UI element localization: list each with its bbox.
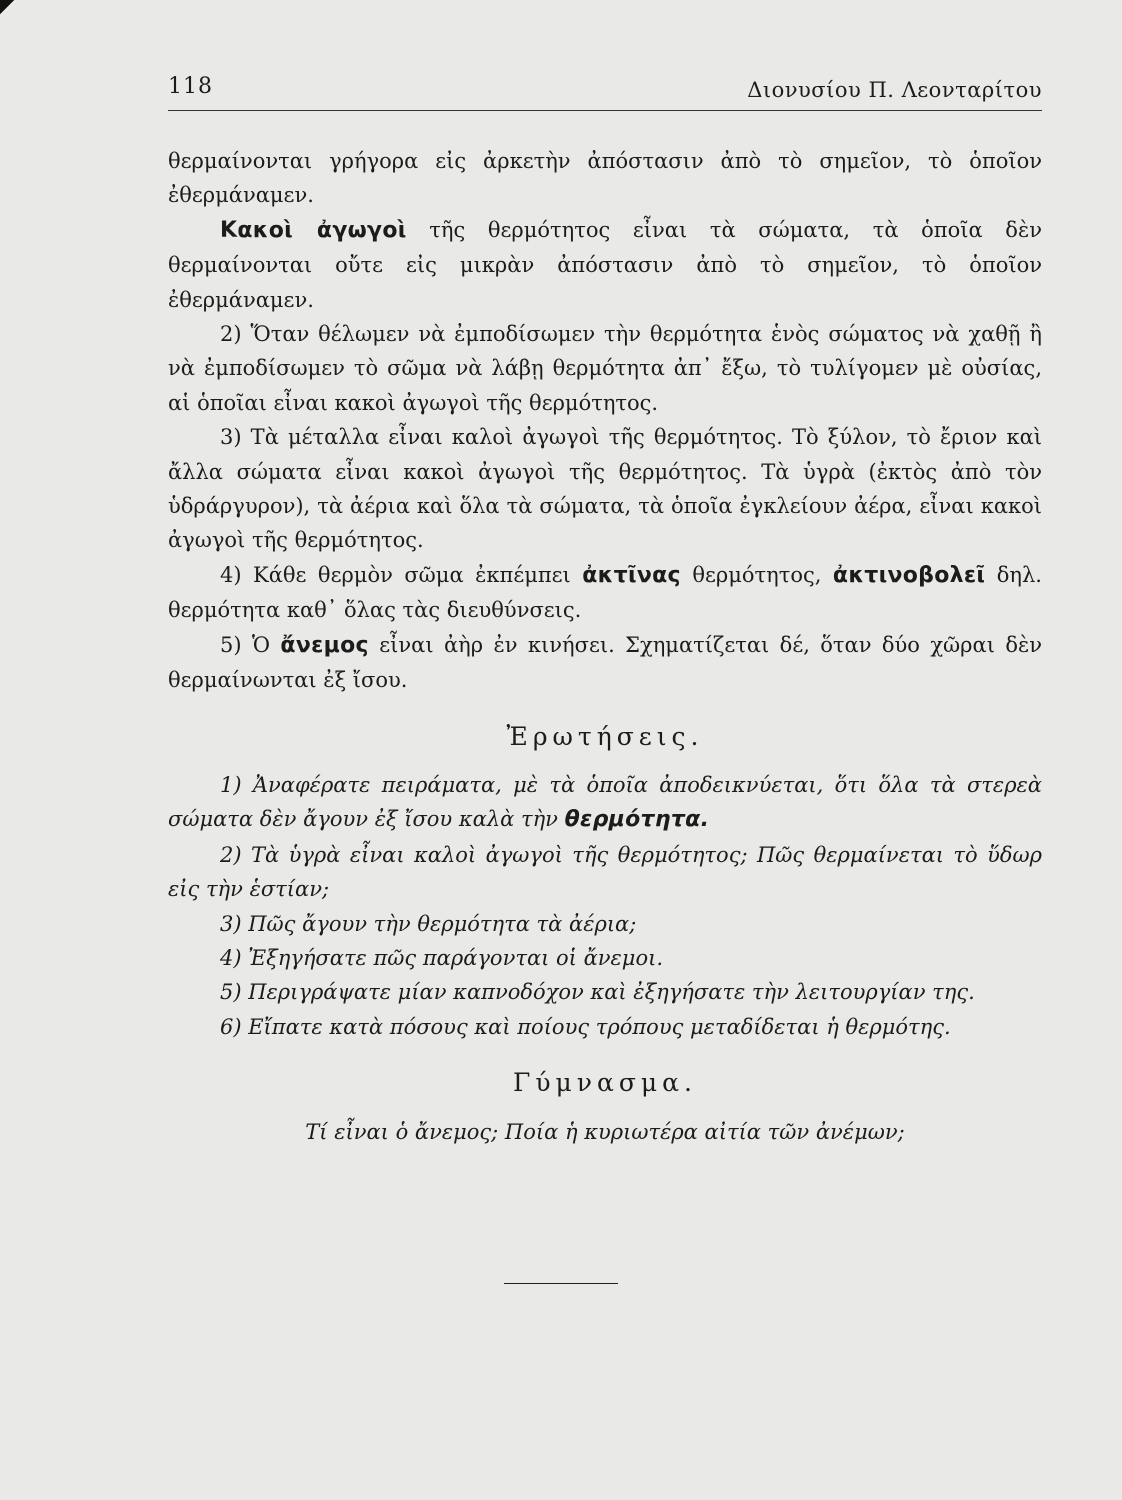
question-bold-word: θερμότητα. [564, 807, 710, 833]
paragraph-continuation: θερμαίνονται γρήγορα εἰς ἀρκετὴν ἀπόστασιν ἀπὸ τὸ σημεῖον, τὸ ὁποῖον ἐθερμάναμεν. [168, 149, 1042, 208]
paragraph-text: θερμότητος, [680, 562, 833, 587]
question-1 [168, 768, 1042, 838]
exercise-heading: Γύμνασμα. [512, 1068, 697, 1098]
paragraph-text: τῆς θερμότητος εἶναι τὰ σώματα, τὰ ὁποῖα δὲν θερμαίνονται οὔτε εἰς μικρὰν ἀπόστασιν ἀπὸ τὸ σημεῖον, τὸ ὁποῖον ἐθερμάναμεν. [168, 217, 1042, 312]
question-3: 3) Πῶς ἄγουν τὴν θερμότητα τὰ ἀέρια; [220, 911, 637, 936]
question-text: 1) Ἀναφέρατε πειράματα, μὲ τὰ ὁποῖα ἀποδεικνύεται, ὅτι ὅλα τὰ στερεὰ σώματα δὲν ἄγουν ἐξ ἴσου καλὰ τὴν [168, 772, 1042, 832]
term-bad-conductors: Κακοὶ ἀγωγοὶ [220, 217, 407, 243]
paragraph-text: εἶναι ἀὴρ ἐν κινήσει. Σχηματίζεται δέ, ὅταν δύο χῶραι δὲν θερμαίνωνται ἐξ ἴσου. [168, 632, 1043, 693]
paragraph-text: δηλ. θερμότητα καθ᾿ ὅλας τὰς διευθύνσεις. [168, 562, 1042, 623]
exercise-text: Τί εἶναι ὁ ἄνεμος; Ποία ἡ κυριωτέρα αἰτία τῶν ἀνέμων; [305, 1119, 905, 1144]
paragraph-2: 2) Ὅταν θέλωμεν νὰ ἐμποδίσωμεν τὴν θερμότητα ἑνὸς σώματος νὰ χαθῇ ἢ νὰ ἐμποδίσωμεν τὸ σῶμα νὰ λάβῃ θερμότητα ἀπ᾿ ἔξω, τὸ τυλίγομεν μὲ οὐσίας, αἱ ὁποῖαι εἶναι κακοὶ ἀγωγοὶ τῆς θερμότητος. [168, 322, 1042, 415]
paragraph-5 [168, 628, 1042, 698]
paragraph-bad-conductors [168, 213, 1042, 317]
scan-corner-mark [0, 0, 14, 14]
paragraph-4 [168, 558, 1042, 628]
term-rays: ἀκτῖνας [582, 562, 681, 588]
question-2: 2) Τὰ ὑγρὰ εἶναι καλοὶ ἀγωγοὶ τῆς θερμότητος; Πῶς θερμαίνεται τὸ ὕδωρ εἰς τὴν ἑστίαν; [168, 842, 1042, 902]
paragraph-text: 5) Ὁ [220, 632, 281, 657]
page-number: 118 [168, 74, 213, 99]
term-radiates: ἀκτινοβολεῖ [832, 562, 986, 588]
questions-heading: Ἐρωτήσεις. [506, 721, 704, 751]
end-rule [504, 1283, 618, 1284]
question-5: 5) Περιγράψατε μίαν καπνοδόχον καὶ ἐξηγήσατε τὴν λειτουργίαν της. [220, 980, 975, 1005]
question-6: 6) Εἴπατε κατὰ πόσους καὶ ποίους τρόπους μεταδίδεται ἡ θερμότης. [220, 1014, 951, 1039]
header-rule [168, 110, 1042, 111]
paragraph-text: 4) Κάθε θερμὸν σῶμα ἐκπέμπει [220, 562, 583, 587]
question-4: 4) Ἐξηγήσατε πῶς παράγονται οἱ ἄνεμοι. [220, 945, 664, 970]
running-head: Διονυσίου Π. Λεονταρίτου [747, 78, 1042, 102]
term-wind: ἄνεμος [280, 632, 369, 658]
paragraph-3: 3) Τὰ μέταλλα εἶναι καλοὶ ἀγωγοὶ τῆς θερμότητος. Τὸ ξύλον, τὸ ἔριον καὶ ἄλλα σώματα εἶναι κακοὶ ἀγωγοὶ τῆς θερμότητος. Τὰ ὑγρὰ (ἐκτὸς ἀπὸ τὸν ὑδράργυρον), τὰ ἀέρια καὶ ὅλα τὰ σώματα, τὰ ὁποῖα ἐγκλείουν ἀέρα, εἶναι κακοὶ ἀγωγοὶ τῆς θερμότητος. [168, 425, 1042, 553]
page-header [168, 70, 1042, 110]
questions-list [168, 768, 1042, 1044]
page-body [168, 144, 1042, 1149]
